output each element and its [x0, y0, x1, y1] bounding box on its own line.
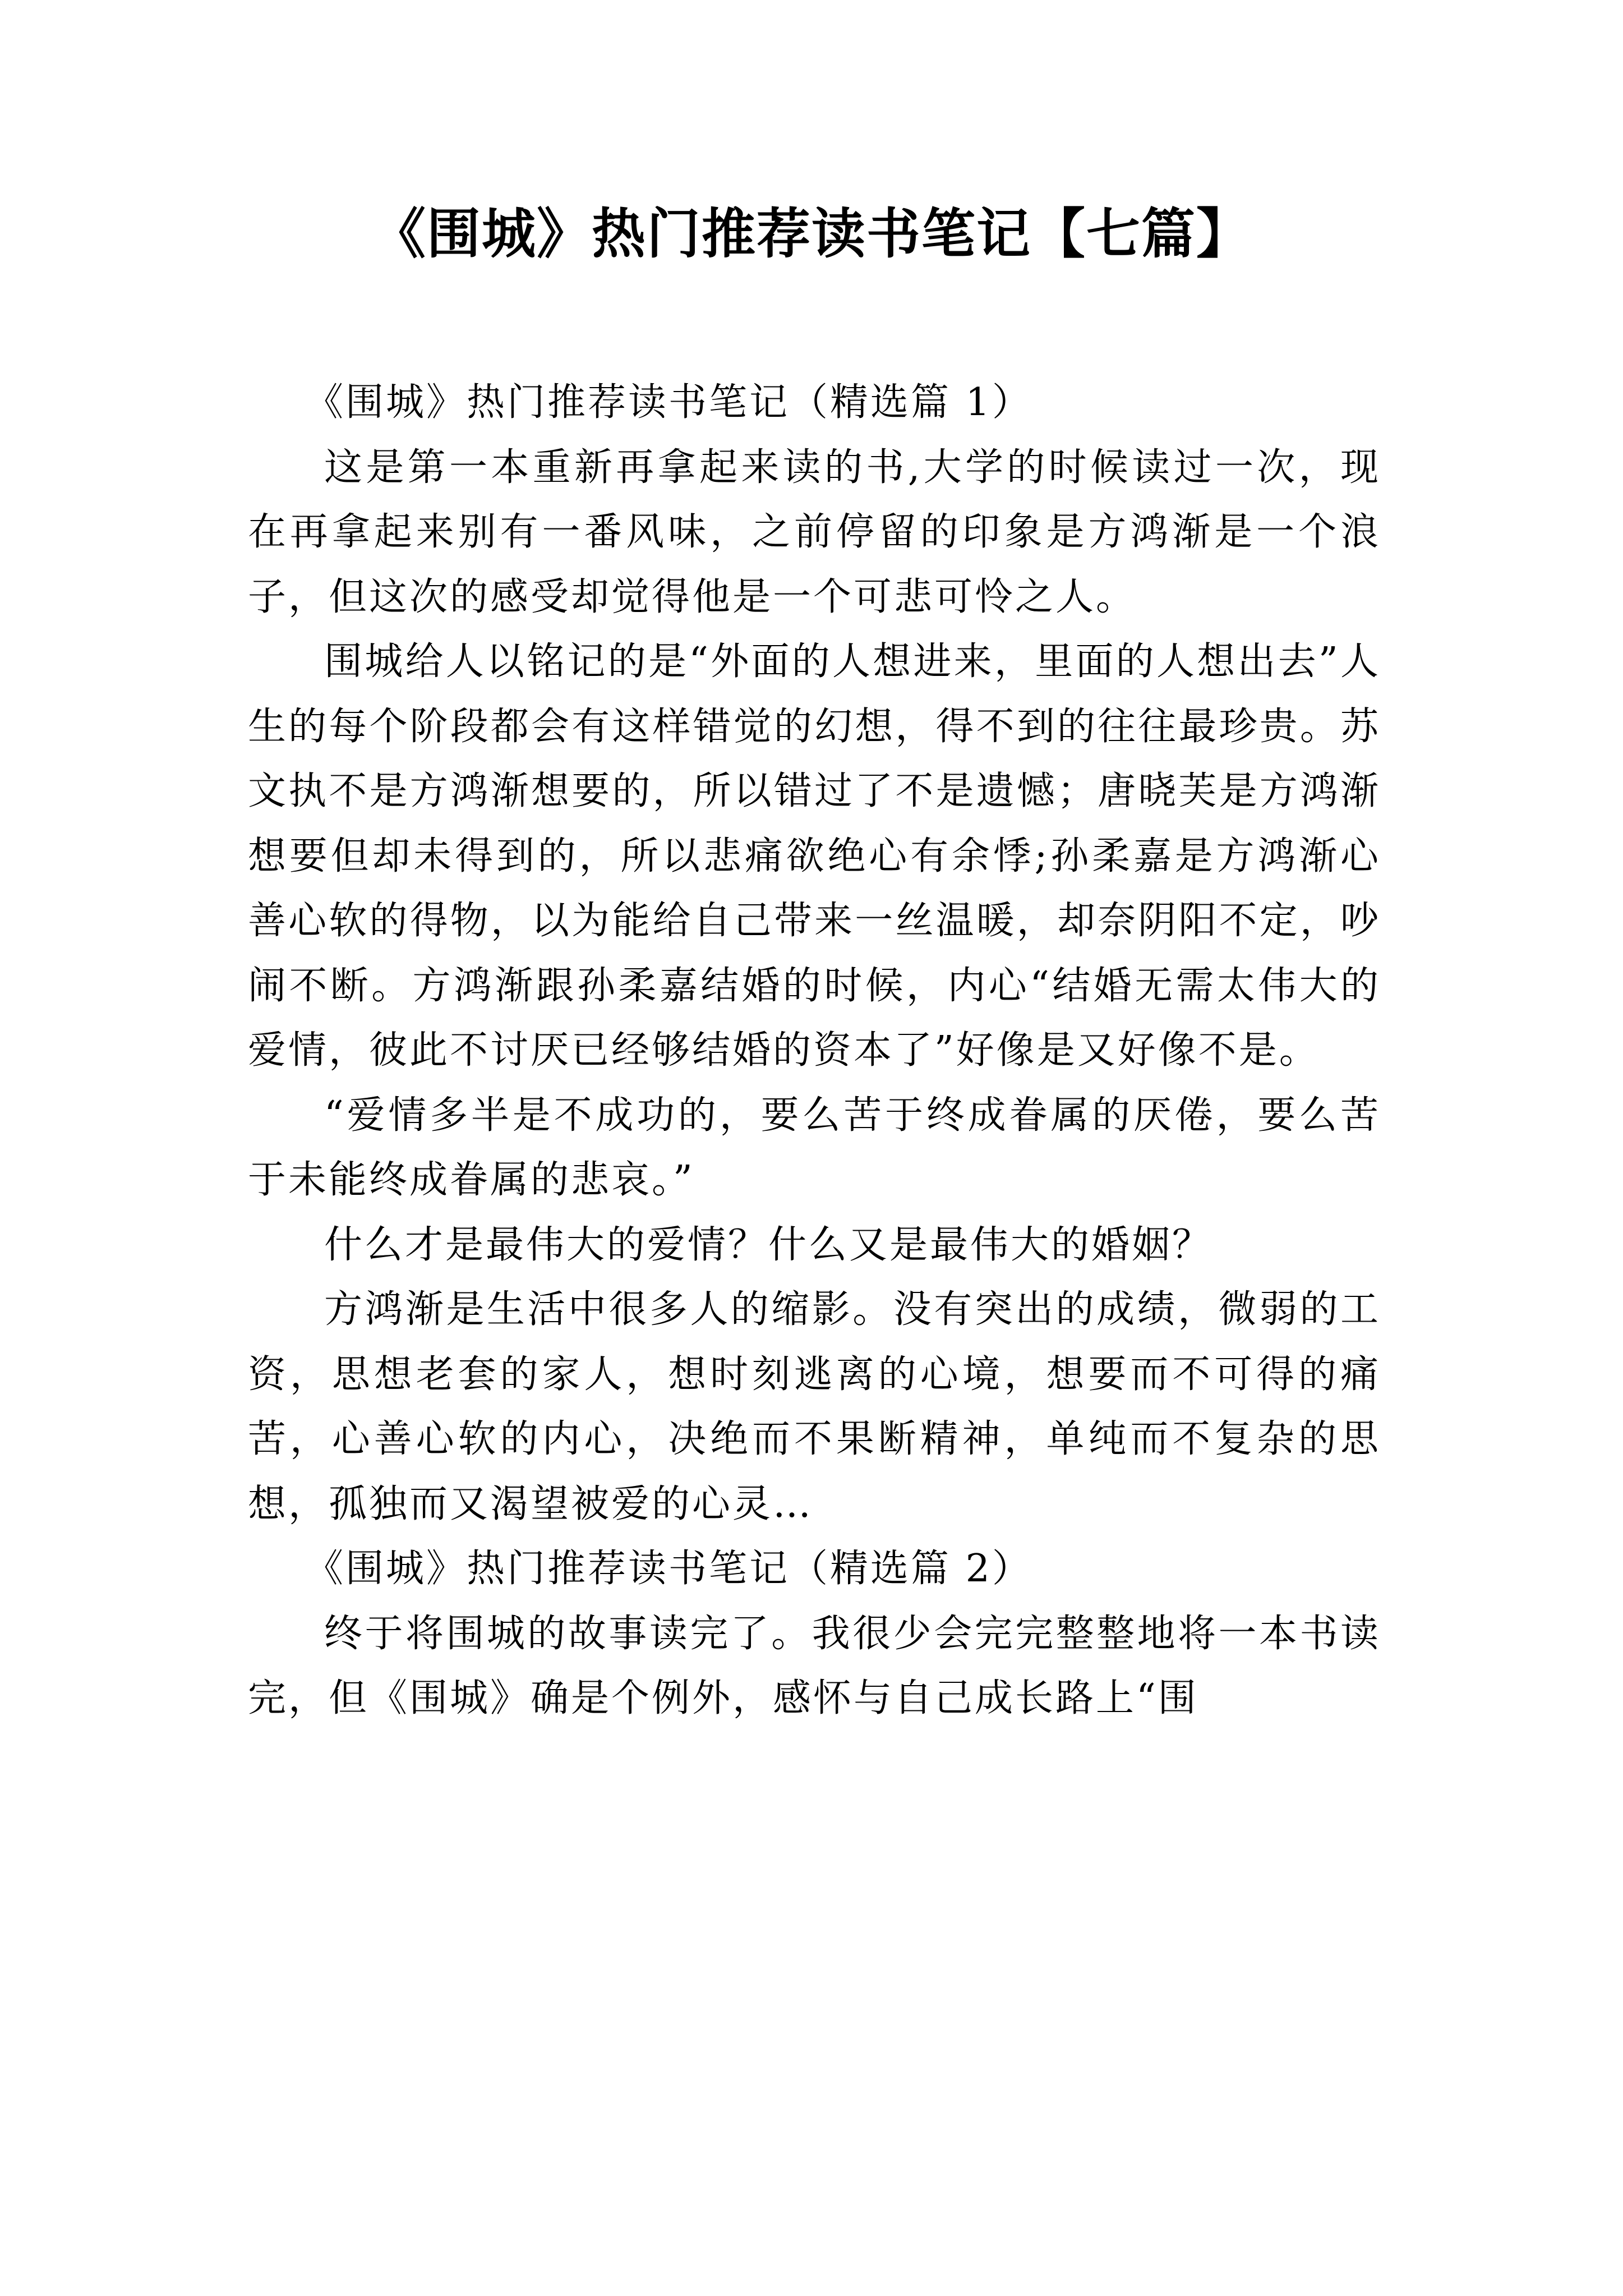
- section-heading-1: 《围城》热门推荐读书笔记（精选篇 1）: [305, 380, 1032, 425]
- document-title: 《围城》热门推荐读书笔记【七篇】: [372, 202, 1251, 265]
- paragraph: 什么才是最伟大的爱情？什么又是最伟大的婚姻？: [324, 1222, 1213, 1267]
- document-body: [248, 370, 1381, 1731]
- paragraph: 这是第一本重新再拿起来读的书,大学的时候读过一次，现在再拿起来别有一番风味，之前停留的印象是方鸿渐是一个浪子，但这次的感受却觉得他是一个可悲可怜之人。: [248, 445, 1381, 619]
- paragraph: 终于将围城的故事读完了。我很少会完完整整地将一本书读完，但《围城》确是个例外，感怀与自己成长路上“围: [248, 1611, 1381, 1720]
- quote-paragraph: “爱情多半是不成功的，要么苦于终成眷属的厌倦，要么苦于未能终成眷属的悲哀。”: [248, 1093, 1381, 1202]
- paragraph: 围城给人以铭记的是“外面的人想进来，里面的人想出去”人生的每个阶段都会有这样错觉的幻想，得不到的往往最珍贵。苏文执不是方鸿渐想要的，所以错过了不是遗憾；唐晓芙是方鸿渐想要但却未得到的，所以悲痛欲绝心有余悸;孙柔嘉是方鸿渐心善心软的得物，以为能给自己带来一丝温暖，却奈阴阳不定，吵闹不断。方鸿渐跟孙柔嘉结婚的时候，内心“结婚无需太伟大的爱情，彼此不讨厌已经够结婚的资本了”好像是又好像不是。: [248, 639, 1381, 1073]
- section-heading-2: 《围城》热门推荐读书笔记（精选篇 2）: [305, 1547, 1032, 1591]
- paragraph: 方鸿渐是生活中很多人的缩影。没有突出的成绩，微弱的工资，思想老套的家人，想时刻逃离的心境，想要而不可得的痛苦，心善心软的内心，决绝而不果断精神，单纯而不复杂的思想，孤独而又渴望被爱的心灵…: [248, 1287, 1381, 1526]
